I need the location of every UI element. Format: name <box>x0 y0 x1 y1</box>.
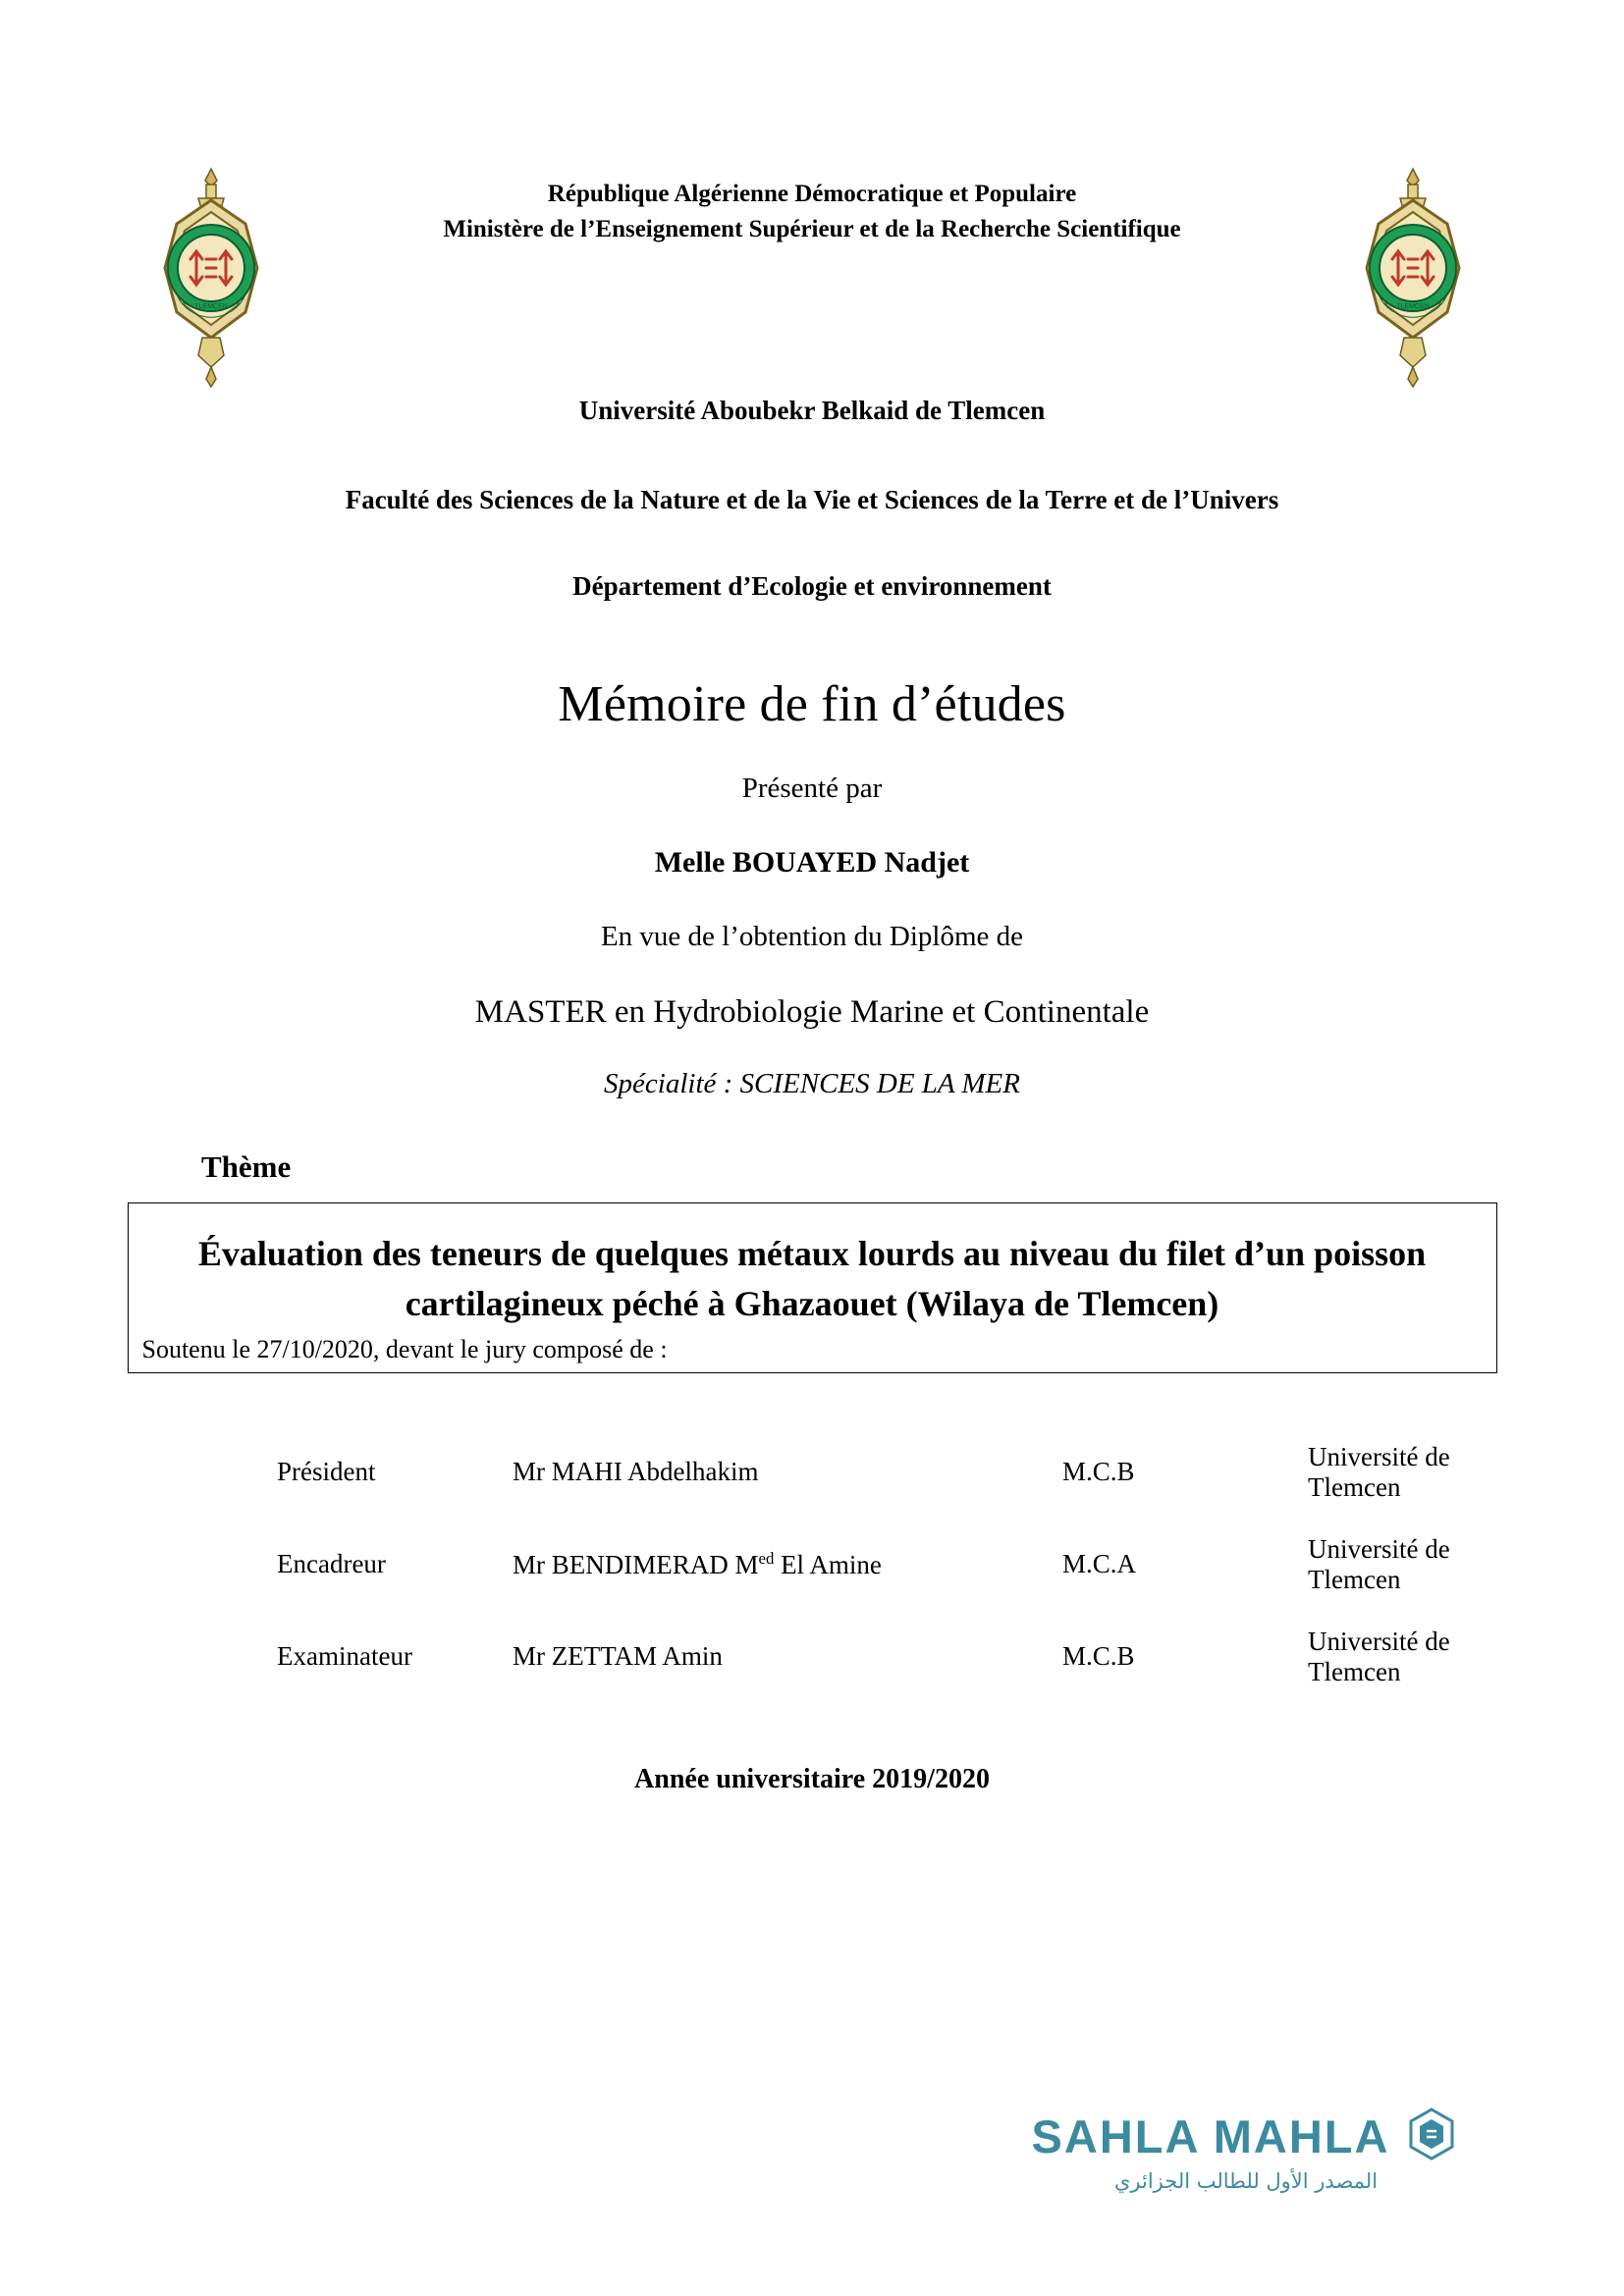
sahla-mahla-logo-icon <box>1403 2106 1460 2167</box>
jury-name-tail: El Amine <box>774 1549 882 1579</box>
department-name: Département d’Ecologie et environnement <box>572 571 1052 601</box>
jury-affiliation: Université de Tlemcen <box>1308 1533 1450 1594</box>
jury-name <box>513 1426 1062 1519</box>
jury-name-text: Mr ZETTAM Amin <box>513 1641 723 1672</box>
thesis-title: Évaluation des teneurs de quelques métaux lourds au niveau du filet d’un poisson cartilagineux péché à Ghazaouet (Wilaya de Tlemcen) <box>197 1233 1427 1323</box>
watermark-arabic-text: المصدر الأول للطالب الجزائري <box>1113 2169 1379 2193</box>
university-seal-left <box>137 165 285 391</box>
jury-name-superscript: ed <box>758 1548 775 1568</box>
jury-role: Examinateur <box>277 1641 412 1672</box>
jury-name <box>513 1611 1062 1703</box>
author-name: Melle BOUAYED Nadjet <box>654 845 970 879</box>
document-type-title: Mémoire de fin d’études <box>558 675 1066 732</box>
jury-name-text: Mr BENDIMERAD M <box>513 1549 759 1579</box>
svg-text:TLEMCEN: TLEMCEN <box>194 303 228 310</box>
document-header <box>0 147 1624 383</box>
theme-box <box>128 1202 1497 1373</box>
jury-grade: M.C.B <box>1062 1641 1135 1672</box>
institution-block <box>0 391 1624 607</box>
defense-line: Soutenu le 27/10/2020, devant le jury composé de : <box>141 1334 668 1363</box>
theme-label: Thème <box>201 1148 292 1184</box>
degree-purpose: En vue de l’obtention du Diplôme de <box>600 920 1024 952</box>
faculty-name: Faculté des Sciences de la Nature et de la Vie et Sciences de la Terre et de l’Univers <box>345 484 1279 514</box>
speciality: Spécialité : SCIENCES DE LA MER <box>604 1067 1020 1099</box>
jury-name <box>513 1519 1062 1611</box>
jury-affiliation: Université de Tlemcen <box>1308 1626 1450 1686</box>
table-row <box>125 1519 1499 1611</box>
degree-name: MASTER en Hydrobiologie Marine et Continentale <box>474 993 1150 1030</box>
academic-year: Année universitaire 2019/2020 <box>634 1763 990 1794</box>
university-seal-right <box>1339 165 1487 391</box>
watermark <box>1015 2106 1477 2193</box>
republic-line: République Algérienne Démocratique et Populaire <box>547 181 1077 207</box>
presented-by-label: Présenté par <box>741 772 883 804</box>
jury-role: Encadreur <box>277 1549 386 1579</box>
university-name: Université Aboubekr Belkaid de Tlemcen <box>578 396 1046 425</box>
table-row <box>125 1426 1499 1519</box>
table-row <box>125 1611 1499 1703</box>
jury-grade: M.C.A <box>1062 1549 1137 1579</box>
watermark-text: SAHLA MAHLA <box>1031 2110 1390 2163</box>
jury-table <box>125 1426 1499 1703</box>
ministry-line: Ministère de l’Enseignement Supérieur et de la Recherche Scientifique <box>443 216 1181 243</box>
ministry-header-text <box>295 177 1329 248</box>
jury-name-text: Mr MAHI Abdelhakim <box>513 1457 759 1487</box>
jury-grade: M.C.B <box>1062 1457 1135 1487</box>
jury-affiliation: Université de Tlemcen <box>1308 1441 1450 1502</box>
svg-text:TLEMCEN: TLEMCEN <box>1396 303 1430 310</box>
jury-role: Président <box>277 1457 376 1487</box>
